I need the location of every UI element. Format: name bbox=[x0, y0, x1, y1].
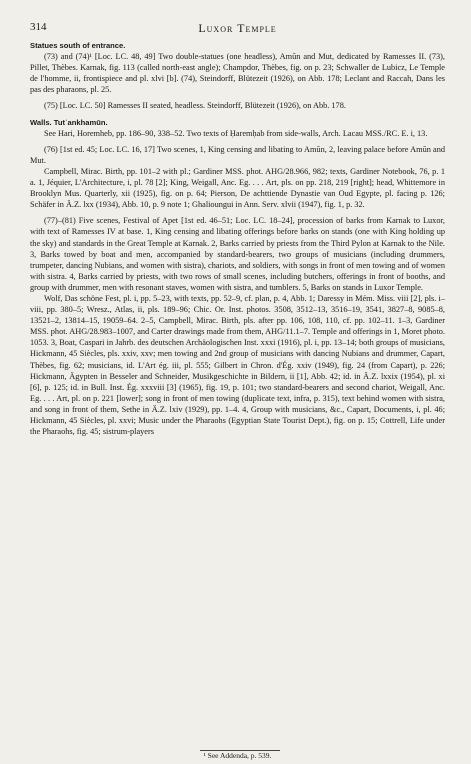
paragraph-73-74: (73) and (74)¹ [Loc. LC. 48, 49] Two double-statues (one headless), Amūn and Mut, dedicated by Ramesses II. (73), Pillet, Thèbes. Karnak, fig. 113 (called north-east angle); Champdor, Thèbes, fig. on p. 23; Schwaller de Lubicz, Le Temple de l'homme, ii, frontispiece and pl. xlvi [b]. (74), Steindorff, Blütezeit (1926), on Abb. 178; Leclant and Raccah, Dans les pas des pharaons, pl. 25. bbox=[30, 52, 445, 95]
page-number: 314 bbox=[30, 21, 47, 33]
paragraph-76-references: Campbell, Mirac. Birth, pp. 101–2 with pl.; Gardiner MSS. phot. AHG/28.966, 982; texts, Gardiner Notebook, 76, p. 1 a. 1, Jéquier, L'Architecture, i, pl. 78 [2]; King, Weigall, Anc. Eg. . . . Art, pls. on pp. 218, 219 [right]; head, Whittemore in Brooklyn Mus. Quarterly, xii (1925), fig. on p. 64; Pierson, De achttiende Dynastie van Oud Egypte, pl. facing p. 126; Schäfer in Ä.Z. lxx (1934), Abb. 10, p. 9 note 1; Ghalioungui in Ann. Serv. xlvii (1947), fig. 1, p. 32. bbox=[30, 166, 445, 210]
running-title: Luxor Temple bbox=[198, 21, 277, 35]
section-subhead-walls: Walls. Tutʿankhamūn. bbox=[30, 117, 108, 127]
running-header bbox=[30, 21, 445, 35]
footnote: ¹ See Addenda, p. 539. bbox=[203, 751, 272, 760]
page-body bbox=[30, 40, 445, 437]
section-subhead-statues: Statues south of entrance. bbox=[30, 41, 126, 50]
paragraph-see-hari: See Hari, Horemheb, pp. 186–90, 338–52. Two texts of Ḥaremḥab from side-walls, Arch. Lacau MSS./RC. E. i, 13. bbox=[44, 128, 428, 138]
paragraph-77-81: (77)–(81) Five scenes, Festival of Apet [1st ed. 46–51; Loc. LC. 18–24], procession of barks from Karnak to Luxor, with text of Ramesses IV at base. 1, King censing and libating offerings before barks on stands (one with King holding up the sky) and standards in the Great Temple at Karnak. 2, Barks carried by priests from the Third Pylon at Karnak to the Nile. 3, Barks towed by boat and men, accompanied by standard-bearers, two groups of musicians (including drummers, trumpeter, dancing Nubians, and women with sistra), chariots, and soldiers, with songs in front of men towing and of women with sistra. 4, Barks carried by priests, with two rows of small scenes, including butchers, offerings in front of booths, and group with drummer, men with resonant staves, women with sistra, and tumblers. 5, Barks on stands in Luxor Temple. bbox=[30, 216, 445, 292]
paragraph-76: (76) [1st ed. 45; Loc. LC. 16, 17] Two scenes, 1, King censing and libating to Amūn, 2, leaving palace before Amūn and Mut. bbox=[30, 144, 445, 165]
paragraph-77-81-references: Wolf, Das schöne Fest, pl. i, pp. 5–23, with texts, pp. 52–9, cf. plan, p. 4, Abb. 1; Daressy in Mém. Miss. viii [2], pls. i–viii, pp. 380–5; Wresz., Atlas, ii, pls. 189–96; Chic. Or. Inst. photos. 3508, 3512–13, 3516–19, 3541, 3827–8, 9085–8, 13521–2, 13814–15, 19059–64. 2–5, Campbell, Mirac. Birth, pls. after pp. 106, 108, 110, cf. pp. 102–11. 1–3, Gardiner MSS. phot. AHG/28.983–1007, and Carter drawings made from them, AHG/11.1–7. Temple and offerings in 1, Moret photo. 1053. 3, Boat, Caspari in Jahrb. des deutschen Archäologischen Inst. xxxi (1916), pl. i, pp. 13–14; both groups of musicians, Hickmann, 45 Siècles, pls. xxiv, xxv; men towing and 2nd group of musicians with dancing Nubians and drummer, Capart, Thèbes, fig. 62; musicians, id. L'Art ég. iii, pl. 555; Gilbert in Chron. d'Ég. xxiv (1949), fig. 24 (from Capart), p. 226; Hickmann, Ägypten in Besseler and Schneider, Musikgeschichte in Bildern, ii [1], Abb. 42; id. in Ä.Z. lxxix (1954), pl. xi [6], p. 125; id. in Bull. Inst. Ég. xxxviii [3] (1965), fig. 19, p. 101; two standard-bearers and second chariot, Weigall, Anc. Eg. . . . Art, pl. on p. 221 [lower]; song in front of men towing (duplicate text, infra, p. 315), text behind women with sistra, and song in front of them, Sethe in Ä.Z. lxiv (1929), pp. 1–4. 4, Group with musicians, &c., Capart, Documents, i, pl. 46; Hickmann, 45 Siècles, pl. xxvi; Music under the Pharaohs (Egyptian State Tourist Dept.), fig. on p. 15; Cottrell, Life under the Pharaohs, fig. 45; sistrum-players bbox=[30, 293, 445, 437]
paragraph-75: (75) [Loc. LC. 50] Ramesses II seated, headless. Steindorff, Blütezeit (1926), on Abb. 178. bbox=[44, 101, 346, 111]
